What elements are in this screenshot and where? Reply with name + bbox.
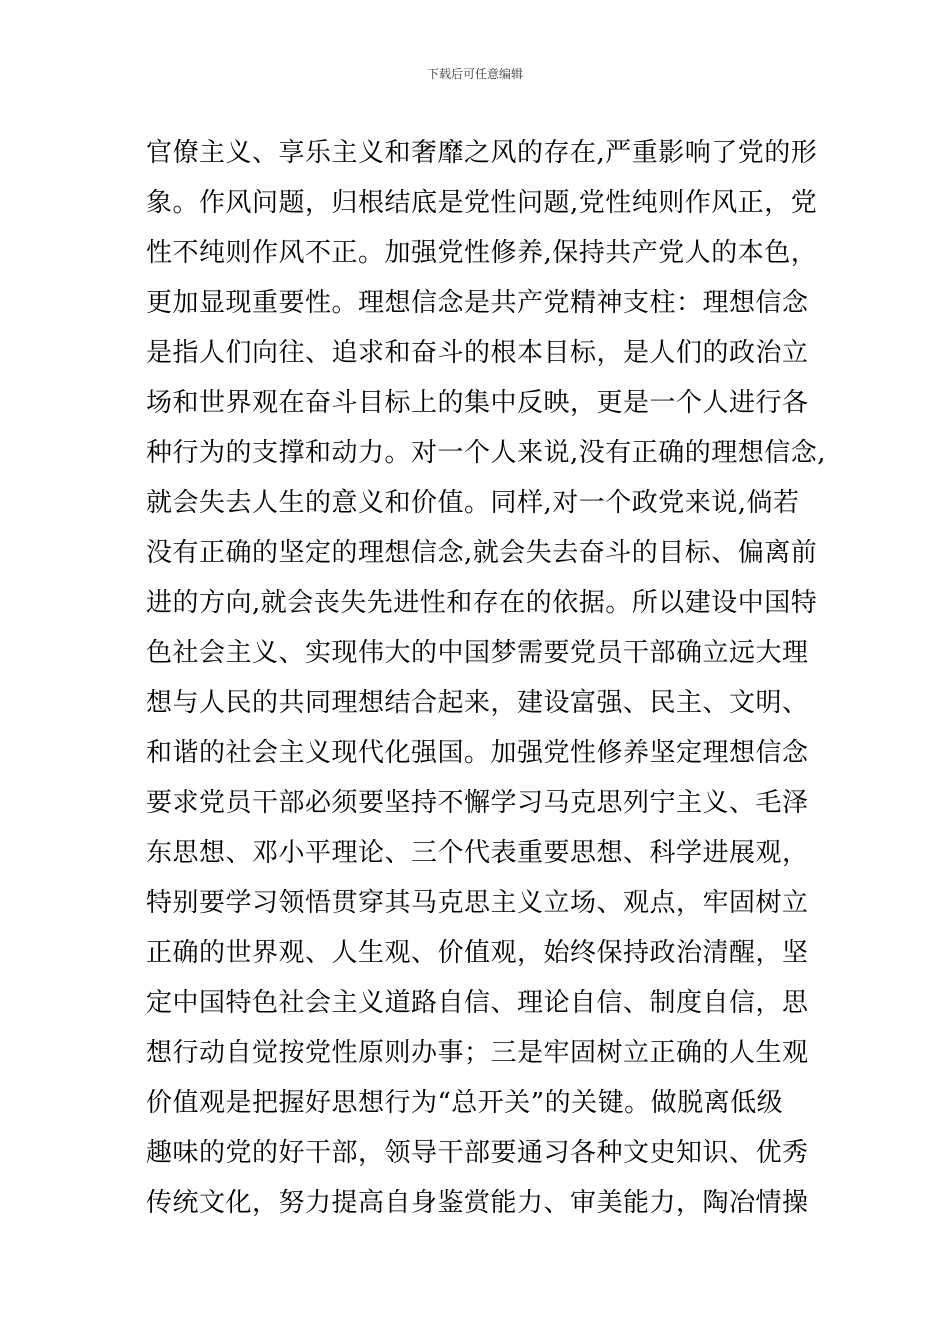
- text-line: 特别要学习领悟贯穿其马克思主义立场、观点，牢固树立: [146, 888, 809, 918]
- text-line: 想与人民的共同理想结合起来，建设富强、民主、文明、: [146, 688, 809, 718]
- text-line: 象。作风问题，归根结底是党性问题,党性纯则作风正，党: [146, 188, 818, 218]
- text-line: 是指人们向往、追求和奋斗的根本目标，是人们的政治立: [146, 338, 809, 368]
- text-line: 正确的世界观、人生观、价值观，始终保持政治清醒，坚: [146, 938, 809, 968]
- text-line: 更加显现重要性。理想信念是共产党精神支柱：理想信念: [146, 288, 809, 318]
- text-line: 趣味的党的好干部，领导干部要通习各种文史知识、优秀: [146, 1138, 809, 1168]
- page-header: 下载后可任意编辑: [426, 67, 523, 81]
- text-line: 进的方向,就会丧失先进性和存在的依据。所以建设中国特: [146, 588, 818, 618]
- text-line: 东思想、邓小平理论、三个代表重要思想、科学进展观，: [146, 838, 809, 868]
- text-line: 就会失去人生的意义和价值。同样,对一个政党来说,倘若: [146, 488, 800, 518]
- text-line: 和谐的社会主义现代化强国。加强党性修养坚定理想信念: [146, 738, 809, 768]
- text-line: 定中国特色社会主义道路自信、理论自信、制度自信，思: [146, 988, 809, 1018]
- text-line: 种行为的支撑和动力。对一个人来说,没有正确的理想信念,: [146, 438, 827, 468]
- text-line: 官僚主义、享乐主义和奢靡之风的存在,严重影响了党的形: [146, 138, 818, 168]
- text-line: 场和世界观在奋斗目标上的集中反映，更是一个人进行各: [146, 388, 809, 418]
- text-line: 想行动自觉按党性原则办事；三是牢固树立正确的人生观: [146, 1038, 809, 1068]
- body-text: [146, 128, 826, 1228]
- text-line: 色社会主义、实现伟大的中国梦需要党员干部确立远大理: [146, 638, 809, 668]
- text-line: 价值观是把握好思想行为“总开关”的关键。做脱离低级: [146, 1088, 784, 1118]
- text-line: 性不纯则作风不正。加强党性修养,保持共产党人的本色，: [146, 238, 818, 268]
- text-line: 没有正确的坚定的理想信念,就会失去奋斗的目标、偏离前: [146, 538, 818, 568]
- text-line: 传统文化，努力提高自身鉴赏能力、审美能力，陶冶情操: [146, 1188, 809, 1218]
- text-line: 要求党员干部必须要坚持不懈学习马克思列宁主义、毛泽: [146, 788, 809, 818]
